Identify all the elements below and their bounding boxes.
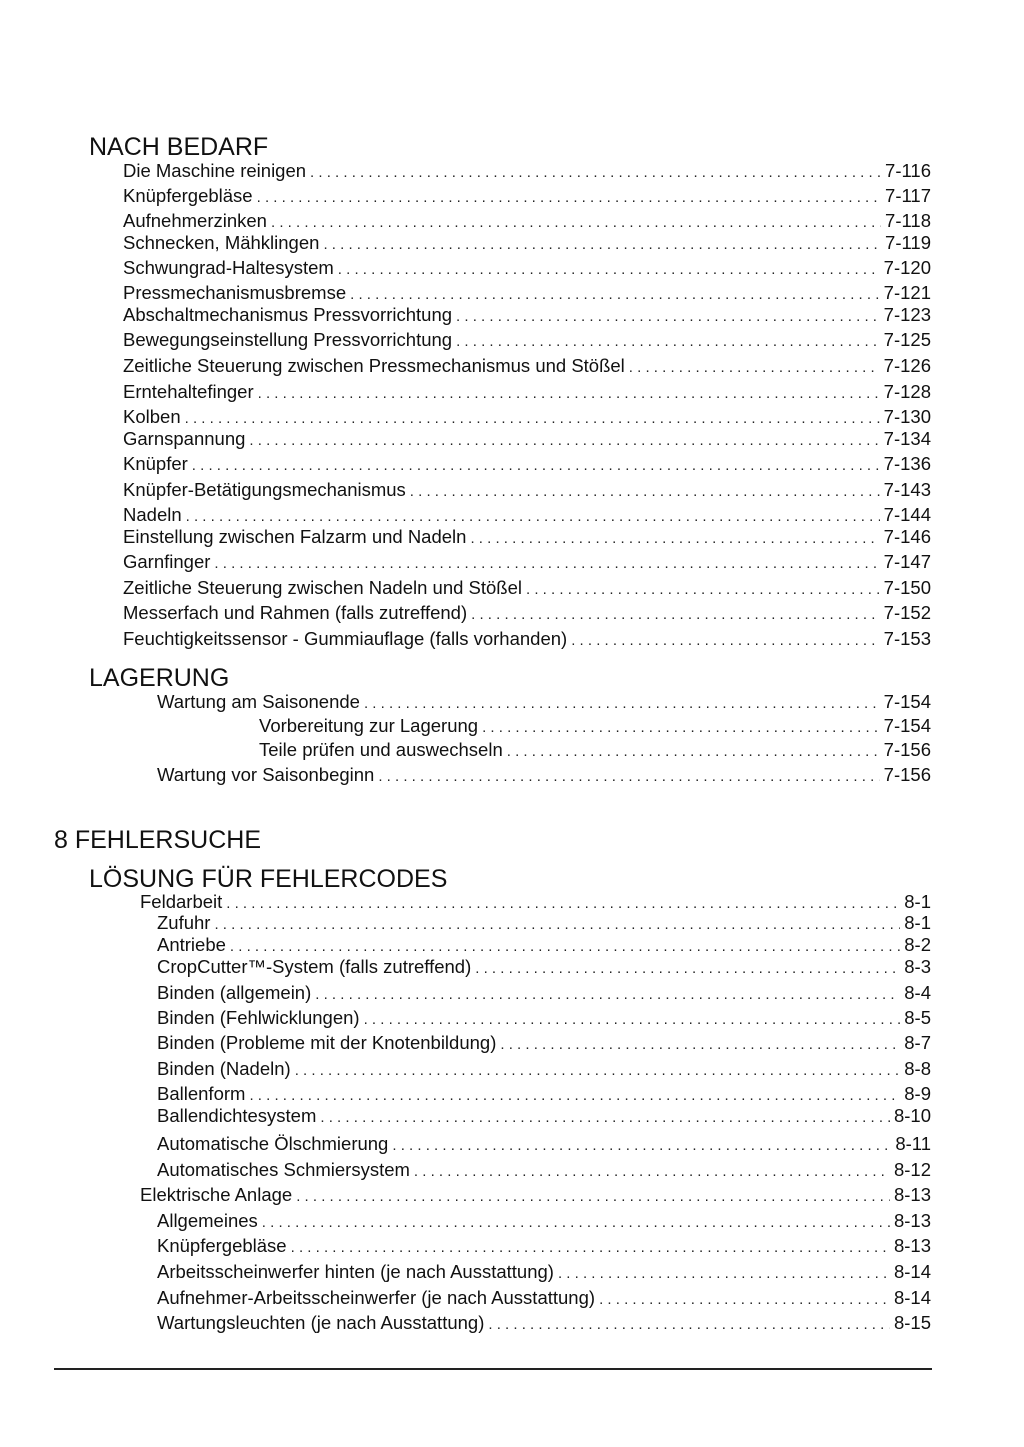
toc-entry-label: Garnfinger (123, 551, 211, 572)
leader-dots (629, 357, 880, 379)
leader-dots (471, 604, 880, 626)
leader-dots (310, 162, 881, 184)
toc-entry[interactable] (123, 479, 931, 501)
toc-entry[interactable] (157, 1235, 931, 1257)
leader-dots (315, 984, 900, 1006)
leader-dots (258, 383, 880, 405)
toc-entry[interactable] (123, 628, 931, 650)
toc-entry-page: 8-13 (893, 1235, 931, 1256)
leader-dots (230, 936, 900, 958)
toc-entry-page: 7-143 (883, 479, 931, 500)
toc-entry[interactable] (157, 1210, 931, 1232)
toc-entry-label: Ballendichtesystem (157, 1105, 317, 1126)
toc-entry-page: 8-13 (893, 1184, 931, 1205)
leader-dots (599, 1289, 890, 1311)
leader-dots (249, 430, 879, 452)
toc-entry[interactable] (157, 912, 931, 934)
toc-entry[interactable] (123, 329, 931, 351)
toc-entry-label: Einstellung zwischen Falzarm und Nadeln (123, 526, 467, 547)
toc-entry[interactable] (157, 1083, 931, 1105)
toc-entry[interactable] (157, 956, 931, 978)
leader-dots (364, 693, 880, 715)
toc-entry-page: 8-7 (904, 1032, 931, 1053)
chapter-heading: 8 FEHLERSUCHE (54, 826, 261, 854)
toc-entry[interactable] (157, 1261, 931, 1283)
toc-entry-page: 7-125 (883, 329, 931, 350)
toc-entry-label: Elektrische Anlage (140, 1184, 293, 1205)
toc-entry-page: 7-156 (883, 764, 931, 785)
toc-entry[interactable] (259, 715, 931, 737)
section-heading-lagerung: LAGERUNG (89, 664, 230, 692)
toc-entry[interactable] (123, 282, 931, 304)
leader-dots (470, 528, 879, 550)
toc-entry[interactable] (123, 160, 931, 182)
toc-entry-page: 7-154 (883, 691, 931, 712)
toc-entry-page: 7-123 (883, 304, 931, 325)
toc-entry[interactable] (157, 1007, 931, 1029)
toc-entry[interactable] (123, 185, 931, 207)
toc-entry[interactable] (157, 1105, 931, 1127)
toc-entry-label: Binden (allgemein) (157, 982, 312, 1003)
toc-entry-label: Wartung vor Saisonbeginn (157, 764, 375, 785)
toc-entry[interactable] (140, 891, 931, 913)
toc-entry-label: Erntehaltefinger (123, 381, 254, 402)
toc-entry[interactable] (157, 691, 931, 713)
leader-dots (456, 306, 880, 328)
toc-entry[interactable] (123, 257, 931, 279)
leader-dots (507, 741, 880, 763)
leader-dots (378, 766, 879, 788)
leader-dots (488, 1314, 890, 1336)
toc-entry-label: Abschaltmechanismus Pressvorrichtung (123, 304, 453, 325)
toc-entry-label: Bewegungseinstellung Pressvorrichtung (123, 329, 453, 350)
toc-entry-page: 8-2 (904, 934, 931, 955)
toc-entry-label: Zeitliche Steuerung zwischen Nadeln und Stößel (123, 577, 523, 598)
toc-entry-page: 7-120 (883, 257, 931, 278)
toc-entry[interactable] (123, 355, 931, 377)
toc-entry-label: CropCutter™-System (falls zutreffend) (157, 956, 472, 977)
toc-entry-label: Wartung am Saisonende (157, 691, 360, 712)
toc-entry-page: 8-12 (893, 1159, 931, 1180)
leader-dots (323, 234, 881, 256)
toc-entry[interactable] (157, 1159, 931, 1181)
toc-entry-label: Teile prüfen und auswechseln (259, 739, 503, 760)
toc-entry[interactable] (123, 453, 931, 475)
toc-entry-page: 7-156 (883, 739, 931, 760)
toc-entry[interactable] (123, 210, 931, 232)
toc-entry-label: Pressmechanismusbremse (123, 282, 347, 303)
toc-entry-page: 7-126 (883, 355, 931, 376)
toc-entry-label: Wartungsleuchten (je nach Ausstattung) (157, 1312, 485, 1333)
toc-entry-label: Zufuhr (157, 912, 211, 933)
toc-entry-page: 8-9 (904, 1083, 931, 1104)
leader-dots (456, 331, 880, 353)
toc-entry-page: 8-1 (904, 891, 931, 912)
toc-entry-label: Binden (Fehlwicklungen) (157, 1007, 360, 1028)
toc-entry[interactable] (157, 982, 931, 1004)
toc-entry[interactable] (123, 232, 931, 254)
toc-entry-page: 7-134 (883, 428, 931, 449)
leader-dots (295, 1060, 901, 1082)
toc-entry-label: Messerfach und Rahmen (falls zutreffend) (123, 602, 468, 623)
toc-entry-label: Kolben (123, 406, 181, 427)
leader-dots (214, 914, 900, 936)
toc-entry-label: Zeitliche Steuerung zwischen Pressmechanismus und Stößel (123, 355, 625, 376)
toc-entry-label: Feldarbeit (140, 891, 223, 912)
toc-entry-page: 8-15 (893, 1312, 931, 1333)
leader-dots (291, 1237, 890, 1259)
leader-dots (350, 284, 880, 306)
toc-entry[interactable] (157, 1312, 931, 1334)
leader-dots (482, 717, 880, 739)
leader-dots (271, 212, 881, 234)
toc-entry-page: 7-121 (883, 282, 931, 303)
toc-entry[interactable] (123, 526, 931, 548)
leader-dots (526, 579, 880, 601)
toc-entry-page: 7-136 (883, 453, 931, 474)
toc-entry[interactable] (123, 428, 931, 450)
leader-dots (185, 408, 880, 430)
toc-entry[interactable] (157, 1287, 931, 1309)
toc-entry-label: Arbeitsscheinwerfer hinten (je nach Ausstattung) (157, 1261, 554, 1282)
toc-entry-page: 8-3 (904, 956, 931, 977)
toc-entry-label: Vorbereitung zur Lagerung (259, 715, 479, 736)
toc-entry-label: Automatische Ölschmierung (157, 1133, 389, 1154)
leader-dots (186, 506, 880, 528)
toc-entry-page: 7-119 (885, 232, 931, 253)
toc-entry-page: 8-4 (904, 982, 931, 1003)
toc-entry-page: 7-144 (883, 504, 931, 525)
toc-entry[interactable] (123, 504, 931, 526)
toc-entry-page: 7-118 (885, 210, 931, 231)
leader-dots (214, 553, 879, 575)
toc-entry[interactable] (123, 381, 931, 403)
leader-dots (410, 481, 880, 503)
toc-entry-page: 8-5 (904, 1007, 931, 1028)
leader-dots (392, 1135, 891, 1157)
toc-entry[interactable] (157, 764, 931, 786)
leader-dots (558, 1263, 890, 1285)
leader-dots (320, 1107, 890, 1129)
footer-rule (54, 1368, 932, 1370)
toc-entry[interactable] (157, 1133, 931, 1155)
toc-entry-label: Binden (Nadeln) (157, 1058, 291, 1079)
toc-entry[interactable] (157, 1058, 931, 1080)
toc-entry-label: Automatisches Schmiersystem (157, 1159, 410, 1180)
toc-entry-label: Knüpfergebläse (123, 185, 253, 206)
section-heading-nach-bedarf: NACH BEDARF (89, 133, 269, 161)
toc-entry[interactable] (123, 602, 931, 624)
toc-entry[interactable] (140, 1184, 931, 1206)
toc-entry-label: Aufnehmerzinken (123, 210, 267, 231)
leader-dots (475, 958, 900, 980)
leader-dots (571, 630, 879, 652)
toc-entry[interactable] (123, 551, 931, 573)
toc-entry-page: 7-147 (883, 551, 931, 572)
toc-entry[interactable] (157, 934, 931, 956)
toc-entry-page: 7-146 (883, 526, 931, 547)
section-heading-fehlercodes: LÖSUNG FÜR FEHLERCODES (89, 865, 448, 893)
toc-entry[interactable] (157, 1032, 931, 1054)
leader-dots (414, 1161, 890, 1183)
toc-entry-page: 7-116 (885, 160, 931, 181)
toc-entry-label: Garnspannung (123, 428, 246, 449)
toc-entry-page: 8-14 (893, 1287, 931, 1308)
toc-entry-label: Antriebe (157, 934, 226, 955)
toc-entry-label: Binden (Probleme mit der Knotenbildung) (157, 1032, 497, 1053)
leader-dots (296, 1186, 890, 1208)
toc-entry-page: 8-10 (893, 1105, 931, 1126)
toc-entry-page: 7-128 (883, 381, 931, 402)
leader-dots (249, 1085, 900, 1107)
toc-entry-label: Nadeln (123, 504, 182, 525)
toc-entry-page: 7-117 (885, 185, 931, 206)
toc-entry-page: 8-14 (893, 1261, 931, 1282)
toc-entry-page: 7-130 (883, 406, 931, 427)
toc-entry-label: Aufnehmer-Arbeitsscheinwerfer (je nach Ausstattung) (157, 1287, 596, 1308)
toc-entry-page: 8-8 (904, 1058, 931, 1079)
leader-dots (257, 187, 881, 209)
toc-entry-label: Schwungrad-Haltesystem (123, 257, 334, 278)
toc-entry-label: Ballenform (157, 1083, 246, 1104)
toc-entry-label: Schnecken, Mähklingen (123, 232, 320, 253)
toc-entry-label: Knüpfergebläse (157, 1235, 287, 1256)
toc-entry-page: 8-1 (904, 912, 931, 933)
toc-entry-page: 7-150 (883, 577, 931, 598)
toc-entry[interactable] (123, 577, 931, 599)
toc-entry-label: Allgemeines (157, 1210, 258, 1231)
leader-dots (500, 1034, 900, 1056)
leader-dots (364, 1009, 901, 1031)
toc-entry-page: 8-13 (893, 1210, 931, 1231)
toc-entry[interactable] (259, 739, 931, 761)
toc-entry-label: Die Maschine reinigen (123, 160, 307, 181)
toc-entry-label: Knüpfer-Betätigungsmechanismus (123, 479, 406, 500)
toc-entry-page: 7-152 (883, 602, 931, 623)
toc-entry-label: Knüpfer (123, 453, 188, 474)
toc-entry-page: 7-153 (883, 628, 931, 649)
toc-entry-page: 7-154 (883, 715, 931, 736)
toc-entry-page: 8-11 (895, 1133, 931, 1154)
toc-entry[interactable] (123, 406, 931, 428)
leader-dots (338, 259, 880, 281)
toc-entry-label: Feuchtigkeitssensor - Gummiauflage (falls vorhanden) (123, 628, 568, 649)
toc-entry[interactable] (123, 304, 931, 326)
leader-dots (262, 1212, 890, 1234)
leader-dots (192, 455, 880, 477)
